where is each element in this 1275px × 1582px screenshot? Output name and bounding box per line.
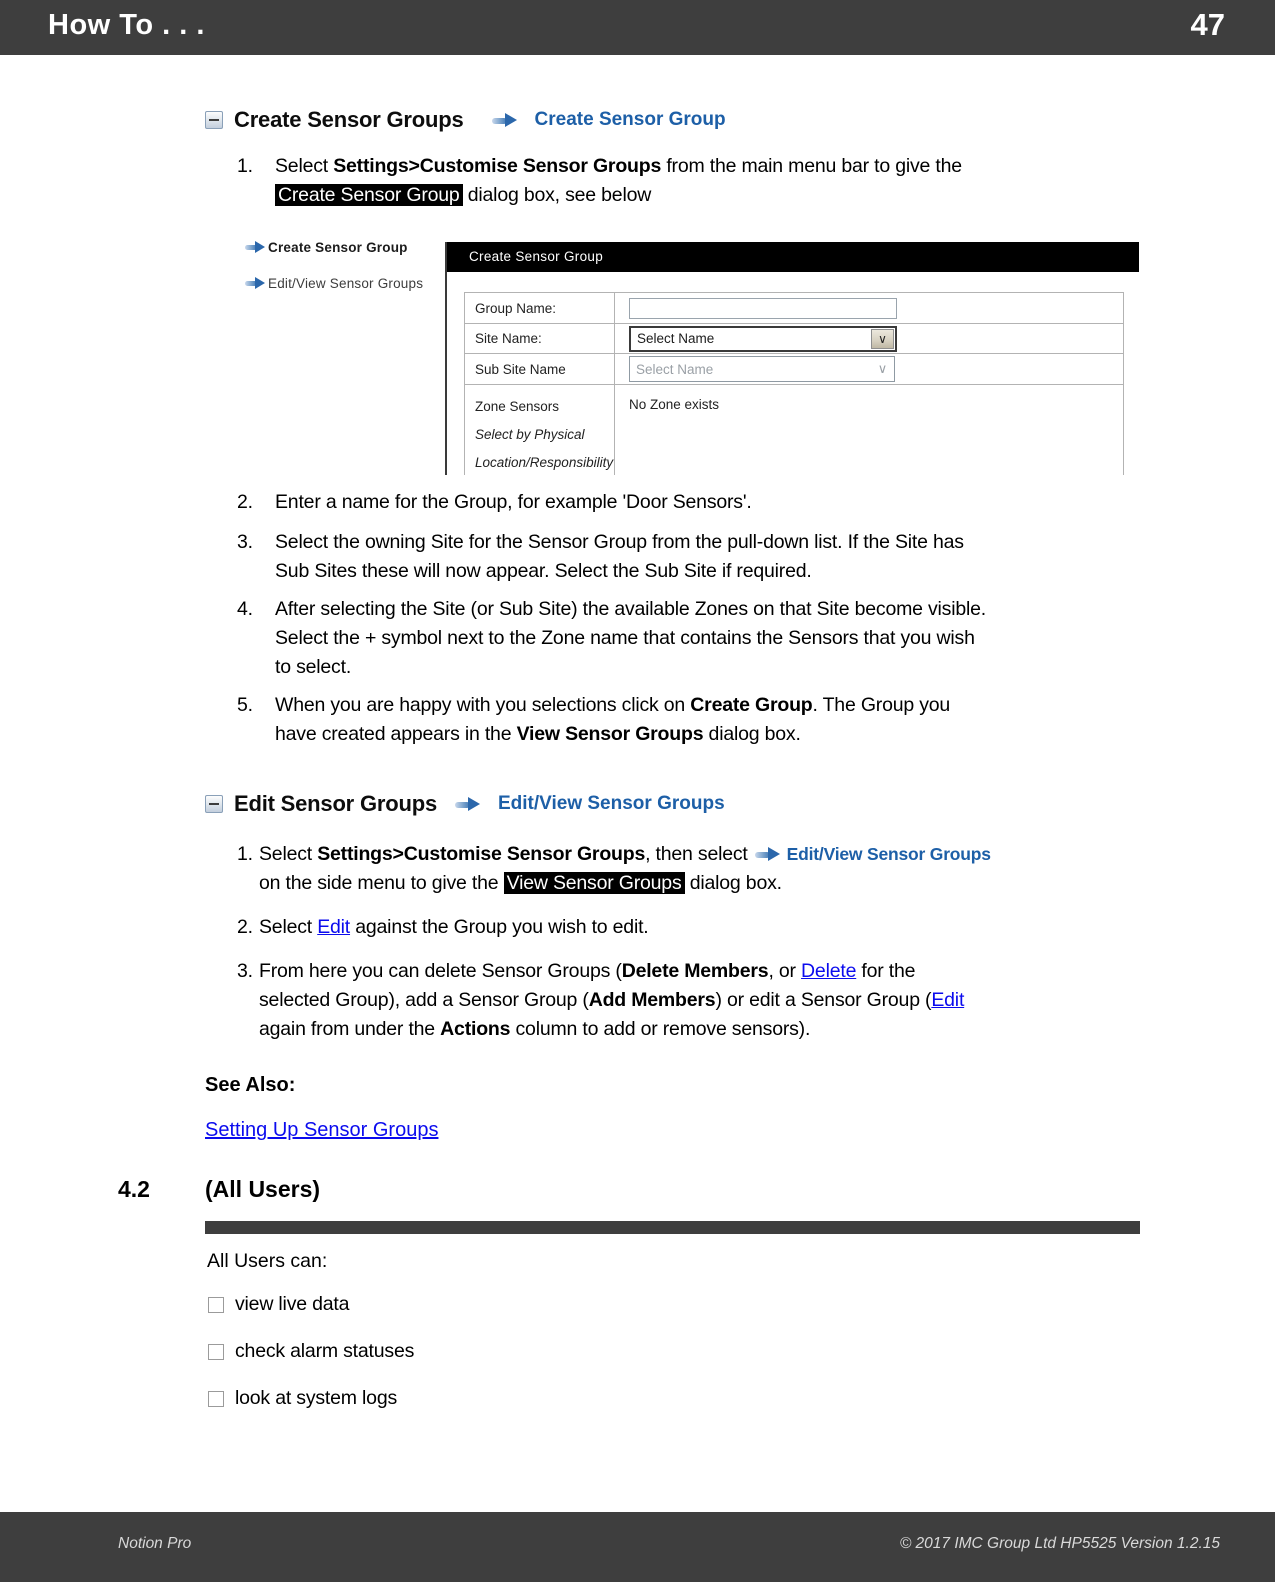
text-run: Enter a name for the Group, for example 'Door Sensors'. [275,491,752,513]
text-run: Select the owning Site for the Sensor Group from the pull-down list. If the Site has [275,531,964,553]
create-step-4 [237,595,1200,682]
text-run: After selecting the Site (or Sub Site) the available Zones on that Site become visible. [275,598,986,620]
see-also-label: See Also: [205,1074,296,1096]
dialog-form-table [464,292,1124,475]
step-text [275,694,950,745]
zone-sensors-sublabel: Location/Responsibility [475,455,614,470]
text-run: View Sensor Groups [504,872,685,894]
step-number: 2. [237,491,253,513]
text-run: again from under the [259,1018,441,1040]
bullet-text: look at system logs [235,1387,398,1409]
sidebar-item-label: Create Sensor Group [268,240,408,255]
dialog-title-bar: Create Sensor Group [447,242,1139,272]
step-text [259,843,991,894]
text-run: Select the + symbol next to the Zone name that contains the Sensors that you wish [275,627,975,649]
blue-arrow-icon [454,797,481,812]
create-step-1 [237,152,1200,210]
edit-step-1 [237,840,1184,898]
setting-up-sensor-groups-link[interactable]: Setting Up Sensor Groups [205,1119,439,1141]
text-run: Settings>Customise Sensor Groups [333,155,662,177]
inline-link[interactable]: Edit [317,916,351,938]
page-header-bar [0,0,1275,55]
step-number: 3. [237,960,253,982]
text-run: When you are happy with you selections click on [275,694,691,716]
text-run: Edit/View Sensor Groups [786,844,991,864]
edit-view-sensor-groups-caption: Edit/View Sensor Groups [497,793,725,814]
text-run: column to add or remove sensors). [510,1018,811,1040]
sub-site-name-label: Sub Site Name [465,354,615,384]
step-text [259,916,649,938]
step-number: 2. [237,916,253,938]
chevron-down-icon[interactable]: ∨ [871,329,894,349]
step-number: 1. [237,155,253,177]
edit-step-2 [237,913,1184,942]
table-row [465,385,1123,475]
bullet-square-icon [208,1391,224,1407]
text-run: . The Group you [812,694,951,716]
text-run: From here you can delete Sensor Groups ( [259,960,622,982]
list-item [208,1293,349,1316]
page-footer-bar [0,1512,1275,1582]
edit-sensor-groups-heading [205,791,725,817]
text-run: Add Members [588,989,716,1011]
group-name-label: Group Name: [465,293,615,323]
blue-arrow-icon [244,277,266,290]
list-item [208,1340,414,1363]
text-run: Select [275,155,334,177]
inline-link[interactable]: Edit [931,989,965,1011]
text-run: ) or edit a Sensor Group ( [715,989,932,1011]
footer-product-name: Notion Pro [118,1535,192,1552]
sub-site-name-select[interactable] [629,356,895,382]
text-run: , then select [645,843,748,865]
site-name-label: Site Name: [465,324,615,353]
text-run: selected Group), add a Sensor Group ( [259,989,589,1011]
collapse-minus-icon[interactable] [205,795,223,813]
zone-sensors-label: Zone Sensors [475,399,560,414]
text-run: Create Sensor Group [275,184,463,206]
create-step-3 [237,528,1200,586]
group-name-input[interactable] [629,298,897,319]
text-run: dialog box, see below [462,184,652,206]
create-step-5 [237,691,1200,749]
text-run: to select. [275,656,352,678]
sidebar-item-label: Edit/View Sensor Groups [268,276,424,291]
page-title: How To . . . [48,9,205,41]
sidebar-item-create-sensor-group[interactable] [242,240,408,255]
edit-step-3 [237,957,1184,1044]
create-step-2 [237,488,1200,517]
section-number: 4.2 [118,1176,150,1202]
section-divider-bar [205,1221,1140,1234]
step-text [275,531,964,582]
chevron-down-icon: ∨ [877,361,888,376]
text-run: for the [856,960,916,982]
text-run: Actions [440,1018,511,1040]
create-sensor-groups-heading [205,107,726,133]
all-users-intro: All Users can: [207,1250,328,1272]
text-run: Sub Sites these will now appear. Select the Sub Site if required. [275,560,812,582]
site-name-select[interactable] [629,326,897,352]
step-text [275,491,752,513]
embedded-screenshot [240,238,1140,475]
section-heading-text: Edit Sensor Groups [234,791,437,816]
collapse-minus-icon[interactable] [205,111,223,129]
select-value: Select Name [636,361,714,377]
table-row [465,293,1123,324]
list-item [208,1387,397,1410]
step-number: 4. [237,598,253,620]
step-text [259,960,964,1040]
create-sensor-group-caption: Create Sensor Group [534,109,726,130]
bullet-text: view live data [235,1293,350,1315]
sidebar-item-edit-view-sensor-groups[interactable] [242,276,423,291]
inline-link[interactable]: Delete [801,960,857,982]
section-heading-text: Create Sensor Groups [234,107,464,132]
text-run: dialog box. [703,723,801,745]
select-value: Select Name [637,331,715,346]
no-zone-exists-text: No Zone exists [629,397,720,412]
text-run: from the main menu bar to give the [661,155,962,177]
text-run: Create Group [690,694,813,716]
bullet-text: check alarm statuses [235,1340,415,1362]
text-run: dialog box. [684,872,782,894]
step-number: 5. [237,694,253,716]
text-run: against the Group you wish to edit. [350,916,649,938]
create-sensor-group-dialog [445,242,1139,475]
footer-copyright: © 2017 IMC Group Ltd HP5525 Version 1.2.15 [899,1535,1220,1552]
bullet-square-icon [208,1297,224,1313]
step-text [275,155,962,206]
text-run: , or [768,960,802,982]
table-row [465,354,1123,385]
text-run: have created appears in the [275,723,517,745]
text-run: Select [259,843,318,865]
text-run: Settings>Customise Sensor Groups [317,843,646,865]
zone-sensors-sublabel: Select by Physical [475,427,585,442]
text-run: Select [259,916,318,938]
text-run: Delete Members [621,960,769,982]
table-row [465,324,1123,354]
text-run: on the side menu to give the [259,872,504,894]
edit-view-arrow-icon [754,847,781,862]
text-run: View Sensor Groups [516,723,704,745]
step-text [275,598,986,678]
blue-arrow-icon [244,241,266,254]
page-number: 47 [1190,7,1225,42]
blue-arrow-icon [491,113,518,128]
section-title: (All Users) [205,1176,321,1202]
bullet-square-icon [208,1344,224,1360]
step-number: 1. [237,843,253,865]
step-number: 3. [237,531,253,553]
